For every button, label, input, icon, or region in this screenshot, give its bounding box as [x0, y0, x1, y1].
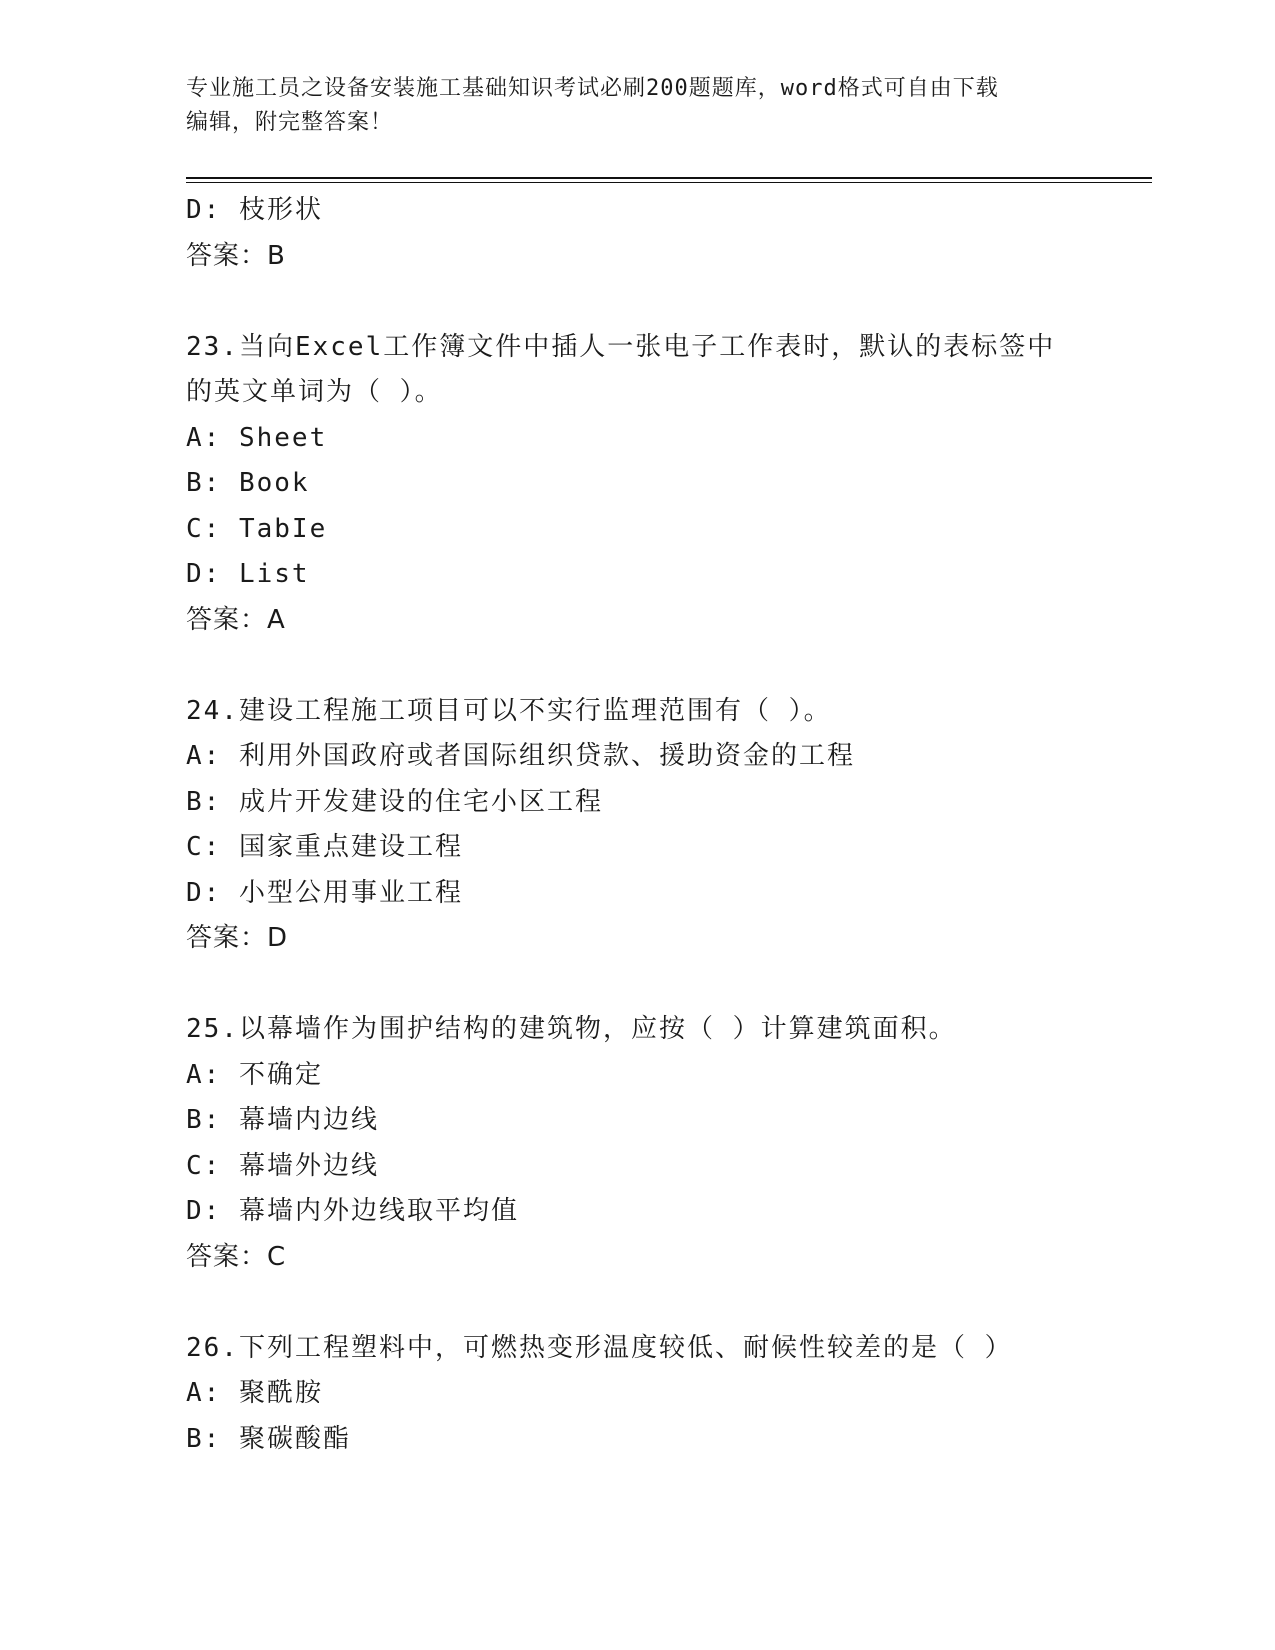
option-c: C: 国家重点建设工程 — [186, 832, 463, 862]
header-rule-thin — [186, 182, 1152, 183]
answer: 答案：D — [186, 923, 289, 953]
option-b: B: 聚碳酸酯 — [186, 1423, 351, 1454]
option-b: B: Book — [186, 468, 310, 498]
question-24 — [186, 689, 1086, 962]
option-a: A: 聚酰胺 — [186, 1378, 323, 1408]
option-b: B: 幕墙内边线 — [186, 1105, 379, 1135]
option-d: D: 小型公用事业工程 — [186, 877, 463, 908]
question-stem: 24.建设工程施工项目可以不实行监理范围有（ ）。 — [186, 695, 832, 726]
document-header — [186, 72, 1066, 140]
header-rule-thick — [186, 177, 1152, 179]
question-list — [186, 188, 1086, 1462]
prev-answer: 答案：B — [186, 240, 286, 271]
question-stem: 25.以幕墙作为围护结构的建筑物，应按（ ）计算建筑面积。 — [186, 1014, 957, 1044]
option-b: B: 成片开发建设的住宅小区工程 — [186, 786, 603, 817]
answer: 答案：A — [186, 604, 286, 635]
question-26 — [186, 1326, 1086, 1463]
prev-option-d: D: 枝形状 — [186, 195, 323, 225]
answer: 答案：C — [186, 1241, 287, 1272]
spacer — [186, 1280, 1086, 1326]
question-stem: 23.当向Excel工作簿文件中插人一张电子工作表时，默认的表标签中 — [186, 331, 1056, 362]
question-23 — [186, 325, 1086, 644]
header-title-line-1: 专业施工员之设备安装施工基础知识考试必刷200题题库，word格式可自由下载 — [186, 76, 999, 101]
question-25 — [186, 1007, 1086, 1280]
question-stem: 26.下列工程塑料中，可燃热变形温度较低、耐候性较差的是（ ） — [186, 1332, 1013, 1363]
spacer — [186, 643, 1086, 689]
option-d: D: 幕墙内外边线取平均值 — [186, 1196, 519, 1226]
option-a: A: 利用外国政府或者国际组织贷款、援助资金的工程 — [186, 741, 855, 771]
spacer — [186, 279, 1086, 325]
option-c: C: TabIe — [186, 513, 328, 544]
option-c: C: 幕墙外边线 — [186, 1150, 379, 1181]
option-d: D: List — [186, 559, 310, 589]
question-stem: 的英文单词为（ ）。 — [186, 377, 443, 407]
header-title-line-2: 编辑，附完整答案！ — [186, 110, 394, 135]
option-a: A: 不确定 — [186, 1059, 323, 1090]
option-a: A: Sheet — [186, 422, 328, 453]
spacer — [186, 962, 1086, 1008]
